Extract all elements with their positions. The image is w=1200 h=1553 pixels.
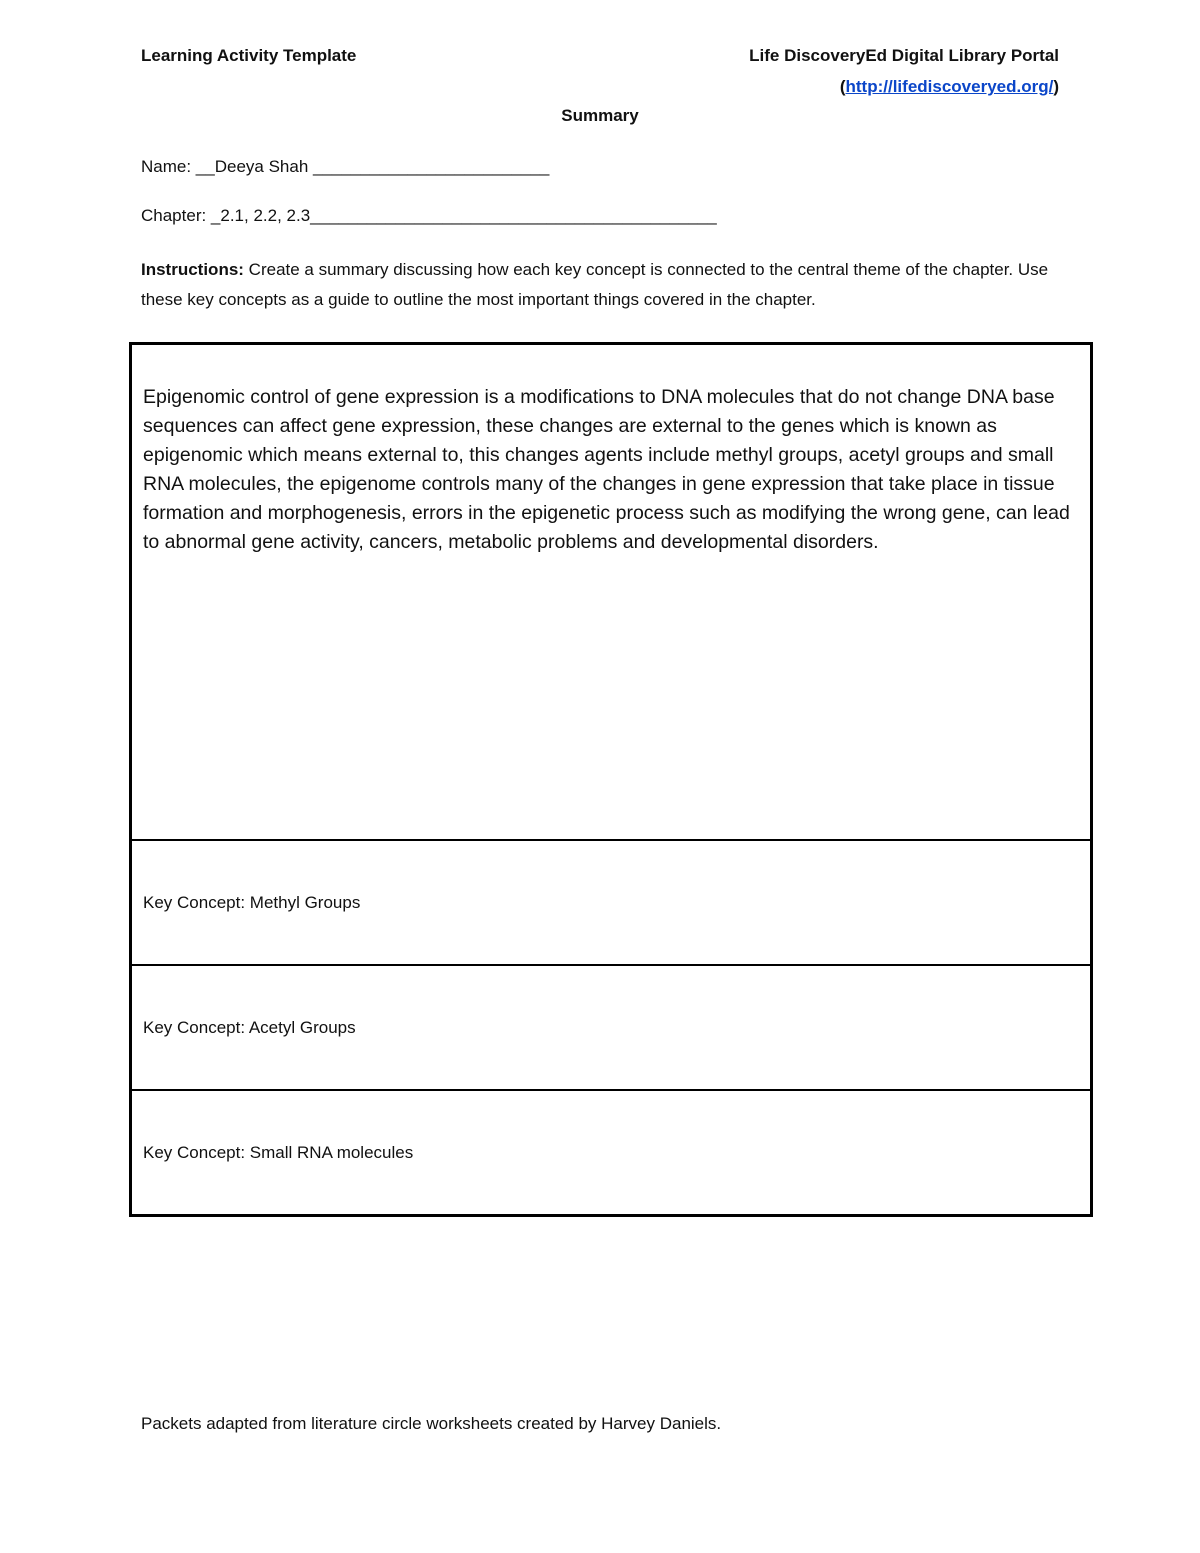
url-close-paren: ) bbox=[1053, 77, 1059, 96]
key-concept-acetyl bbox=[132, 964, 1090, 1089]
key-concept-methyl bbox=[132, 839, 1090, 964]
key-concept-label: Key Concept: Methyl Groups bbox=[143, 892, 361, 912]
template-title: Learning Activity Template bbox=[141, 46, 357, 65]
key-concept-label: Key Concept: Acetyl Groups bbox=[143, 1017, 356, 1037]
summary-table bbox=[129, 342, 1093, 1217]
footer-credit: Packets adapted from literature circle worksheets created by Harvey Daniels. bbox=[141, 1414, 722, 1433]
name-field bbox=[141, 157, 549, 177]
key-concept-rna bbox=[132, 1089, 1090, 1214]
url-open-paren: ( bbox=[839, 77, 846, 96]
summary-cell bbox=[132, 345, 1090, 839]
portal-url-link[interactable]: http://lifediscoveryed.org/ bbox=[845, 77, 1054, 96]
chapter-label: Chapter: bbox=[141, 206, 207, 225]
chapter-value: _2.1, 2.2, 2.3___________________________________________ bbox=[206, 206, 717, 225]
summary-text: Epigenomic control of gene expression is a modifications to DNA molecules that do not change DNA base sequences can affect gene expression, these changes are external to the genes which is known as epigenomic which means external to, this changes agents include methyl groups, acetyl groups and small RNA molecules, the epigenome controls many of the changes in gene expression that take place in tissue formation and morphogenesis, errors in the epigenetic process such as modifying the wrong gene, can lead to abnormal gene activity, cancers, metabolic problems and developmental disorders. bbox=[143, 386, 1070, 553]
instructions-text: Create a summary discussing how each key concept is connected to the central theme of the chapter. Use these key concepts as a guide to outline the most important things covered in the chapter. bbox=[141, 260, 1049, 309]
portal-title: Life DiscoveryEd Digital Library Portal bbox=[749, 46, 1059, 65]
page-title: Summary bbox=[561, 106, 639, 125]
name-value: __Deeya Shah _________________________ bbox=[191, 157, 550, 176]
chapter-field bbox=[141, 206, 717, 226]
portal-url-line bbox=[840, 77, 1059, 97]
key-concept-label: Key Concept: Small RNA molecules bbox=[143, 1142, 414, 1162]
instructions-label: Instructions: bbox=[141, 260, 244, 279]
instructions bbox=[141, 255, 1056, 315]
name-label: Name: bbox=[141, 157, 192, 176]
